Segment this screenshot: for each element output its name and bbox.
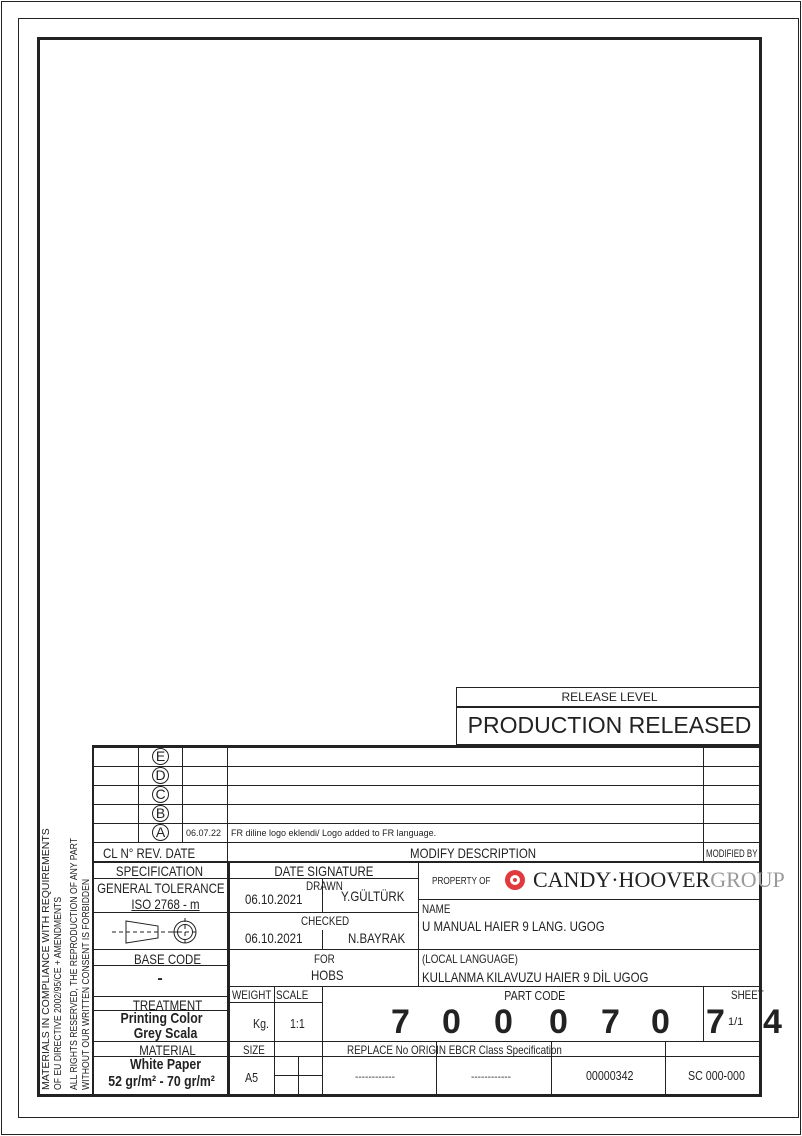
revision-a-date: 06.07.22	[186, 828, 222, 838]
date-signature-header: DATE SIGNATURE	[274, 863, 374, 879]
drawn-label: DRAWN	[306, 879, 343, 893]
candy-hoover-logo-icon	[505, 870, 525, 890]
header-cl-rev-date: CL N° REV. DATE	[103, 845, 196, 861]
brand-name	[533, 867, 785, 893]
specification-label: SPECIFICATION	[115, 863, 204, 879]
part-code-digit-4: 0	[549, 1003, 568, 1041]
revision-a-marker: A	[152, 824, 169, 841]
sheet-value: 1/1	[728, 1016, 744, 1028]
part-code-digit-7: 7	[706, 1003, 725, 1041]
brand-main: CANDY·HOOVER	[533, 867, 711, 892]
for-value: HOBS	[311, 967, 344, 983]
brand-suffix: GROUP	[710, 867, 785, 892]
treatment-value-1: Printing Color	[120, 1010, 203, 1027]
part-code-digit-5: 7	[601, 1003, 620, 1041]
legal-compliance-1: MATERIALS IN COMPLIANCE WITH REQUIREMENTS	[40, 828, 52, 1090]
name-label: NAME	[422, 902, 451, 916]
release-level-value: PRODUCTION RELEASED	[467, 712, 752, 738]
checked-label: CHECKED	[301, 914, 350, 928]
scale-label: SCALE	[276, 988, 309, 1002]
general-tolerance-label: GENERAL TOLERANCE	[97, 880, 225, 896]
origin-value: ------------	[471, 1072, 511, 1083]
material-value-1: White Paper	[129, 1056, 202, 1073]
release-level-box	[456, 687, 761, 745]
local-language-label: (LOCAL LANGUAGE)	[422, 952, 518, 966]
legal-rights-2: WITHOUT OUR WRITTEN CONSENT IS FORBIDDEN	[80, 878, 92, 1090]
header-modified-by: MODIFIED BY	[706, 848, 758, 860]
checked-by: N.BAYRAK	[348, 930, 406, 946]
part-code-digit-3: 0	[494, 1003, 513, 1041]
scale-value: 1:1	[290, 1016, 305, 1031]
size-value: A5	[245, 1070, 259, 1085]
part-code-label: PART CODE	[504, 988, 566, 1003]
drawn-by: Y.GÜLTÜRK	[341, 888, 405, 904]
general-tolerance-value: ISO 2768 - m	[131, 896, 200, 912]
part-code-digit-2: 0	[442, 1003, 461, 1041]
revision-d-marker: D	[152, 767, 169, 784]
header-modify-description: MODIFY DESCRIPTION	[410, 845, 537, 861]
material-label: MATERIAL	[139, 1042, 196, 1058]
revision-e-marker: E	[152, 748, 169, 765]
base-code-value: -	[157, 970, 163, 987]
replace-no-value: ------------	[355, 1072, 395, 1083]
material-value-2: 52 gr/m² - 70 gr/m²	[108, 1073, 215, 1090]
part-code-digit-6: 0	[651, 1003, 670, 1041]
revision-c-marker: C	[152, 786, 169, 803]
replace-header: REPLACE No ORIGIN EBCR Class Specification	[347, 1043, 562, 1057]
revision-b-marker: B	[152, 805, 169, 822]
name-value: U MANUAL HAIER 9 LANG. UGOG	[422, 918, 605, 934]
drawn-date: 06.10.2021	[245, 891, 303, 907]
weight-value: Kg.	[253, 1016, 270, 1031]
base-code-label: BASE CODE	[133, 951, 201, 967]
sheet-label: SHEET	[731, 988, 764, 1002]
first-angle-projection-icon	[110, 915, 210, 947]
ebcr-value: 00000342	[586, 1068, 634, 1083]
checked-date: 06.10.2021	[245, 930, 303, 946]
legal-compliance-2: OF EU DIRECTIVE 2002/95/CE + AMENDMENTS	[52, 896, 64, 1090]
weight-label: WEIGHT	[232, 988, 272, 1002]
local-language-value: KULLANMA KILAVUZU HAIER 9 DİL UGOG	[422, 969, 649, 985]
property-of-label: PROPERTY OF	[432, 876, 491, 887]
treatment-label: TREATMENT	[132, 997, 203, 1013]
part-code-digit-1: 7	[391, 1003, 410, 1041]
for-label: FOR	[314, 952, 335, 966]
treatment-value-2: Grey Scala	[133, 1025, 198, 1042]
revision-a-description: FR diline logo eklendi/ Logo added to FR language.	[231, 828, 437, 838]
release-level-label: RELEASE LEVEL	[561, 690, 658, 704]
legal-rights-1: ALL RIGHTS RESERVED, THE REPRODUCTION OF ANY PART	[68, 838, 80, 1090]
part-code-digit-8: 4	[763, 1003, 782, 1041]
size-label: SIZE	[243, 1043, 265, 1057]
class-specification-value: SC 000-000	[688, 1068, 745, 1083]
